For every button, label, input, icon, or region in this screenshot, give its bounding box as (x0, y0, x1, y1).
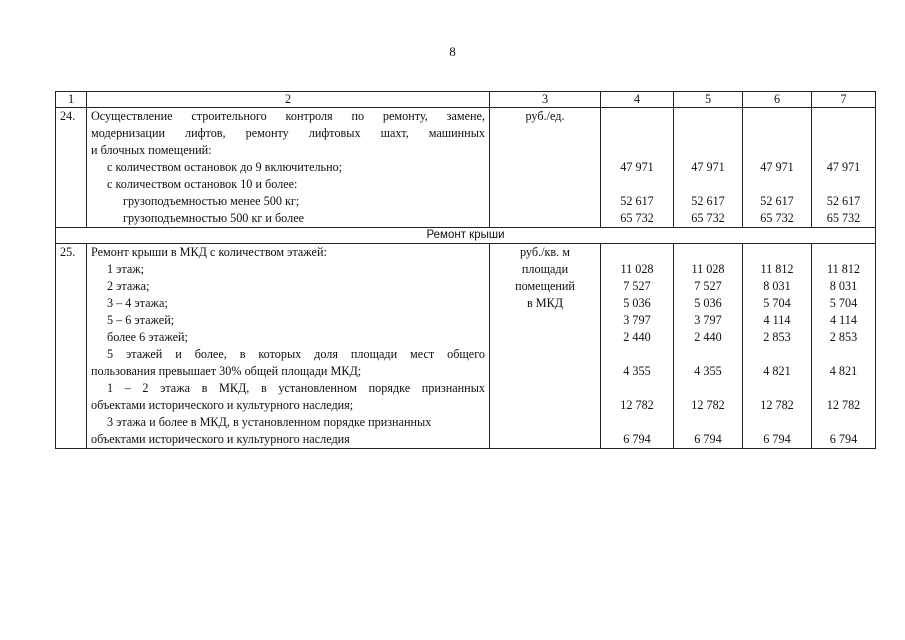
value-cell: 47 971 (620, 160, 654, 174)
value-cell: 52 617 (620, 194, 654, 208)
column-header: 1 (56, 92, 87, 108)
value-cell: 3 797 (694, 313, 722, 327)
value-cell: 12 782 (760, 398, 794, 412)
value-cell: 4 821 (763, 364, 791, 378)
value-cell: 5 036 (623, 296, 651, 310)
value-column-4 (601, 108, 674, 228)
value-cell: 5 704 (829, 296, 858, 310)
value-cell: 8 031 (763, 279, 791, 293)
value-cell: 52 617 (826, 194, 861, 208)
unit-label: руб./кв. м (520, 245, 570, 259)
value-cell: 65 732 (691, 211, 725, 225)
value-cell: 11 028 (691, 262, 725, 276)
column-header: 4 (601, 92, 674, 108)
value-cell: 5 704 (763, 296, 791, 310)
value-cell: 65 732 (760, 211, 794, 225)
header-row (56, 92, 876, 108)
item-label: более 6 этажей; (107, 330, 188, 344)
value-column-6 (743, 108, 812, 228)
value-cell: 4 355 (694, 364, 722, 378)
value-cell: 4 355 (623, 364, 651, 378)
value-cell: 6 794 (694, 432, 722, 446)
value-cell: 2 440 (623, 330, 651, 344)
value-cell: 11 812 (760, 262, 794, 276)
table-row-25 (56, 244, 876, 449)
value-cell: 6 794 (829, 432, 858, 446)
column-header: 2 (87, 92, 490, 108)
value-cell: 2 440 (694, 330, 722, 344)
value-cell (747, 176, 807, 193)
row-number: 25. (56, 244, 87, 449)
section-title: Ремонт крыши (56, 228, 876, 244)
column-header: 7 (812, 92, 876, 108)
unit-label: площади (521, 262, 569, 276)
value-column-7 (812, 244, 876, 449)
value-cell: 2 853 (763, 330, 791, 344)
value-cell: 52 617 (691, 194, 725, 208)
item-label: грузоподъемностью менее 500 кг; (123, 194, 300, 208)
value-cell: 47 971 (691, 160, 725, 174)
value-cell: 3 797 (623, 313, 651, 327)
item-label: 5 – 6 этажей; (107, 313, 175, 327)
item-label: 3 – 4 этажа; (107, 296, 168, 310)
column-header: 6 (743, 92, 812, 108)
value-cell: 7 527 (694, 279, 722, 293)
section-row (56, 228, 876, 244)
item-label: грузоподъемностью 500 кг и более (123, 211, 305, 225)
column-header: 3 (490, 92, 601, 108)
value-column-5 (674, 108, 743, 228)
row-description (87, 244, 490, 449)
item-label: 1 этаж; (107, 262, 145, 276)
value-cell: 2 853 (829, 330, 858, 344)
value-cell: 7 527 (623, 279, 651, 293)
item-label: с количеством остановок до 9 включительно; (107, 160, 343, 174)
value-cell: 47 971 (760, 160, 794, 174)
value-cell: 47 971 (826, 160, 861, 174)
value-cell: 4 821 (829, 364, 858, 378)
value-column-5 (674, 244, 743, 449)
table-row-24 (56, 108, 876, 228)
value-cell: 6 794 (763, 432, 791, 446)
item-label: 5 этажей и более, в которых доля площади мест общего (107, 347, 485, 361)
value-column-7 (812, 108, 876, 228)
value-cell (816, 176, 871, 193)
value-cell: 52 617 (760, 194, 794, 208)
value-column-4 (601, 244, 674, 449)
unit-cell (490, 244, 601, 449)
item-label-continued: пользования превышает 30% общей площади МКД; (91, 364, 362, 378)
item-label-continued: объектами исторического и культурного наследия; (91, 398, 354, 412)
value-cell: 65 732 (826, 211, 861, 225)
value-cell: 4 114 (763, 313, 791, 327)
unit-label: в МКД (526, 296, 564, 310)
unit-label: помещений (515, 279, 575, 293)
value-cell: 11 812 (826, 262, 861, 276)
item-label: 2 этажа; (107, 279, 150, 293)
description-line: Осуществление строительного контроля по ремонту, замене, (91, 109, 485, 123)
value-cell (678, 176, 738, 193)
row-description (87, 108, 490, 228)
description-line: Ремонт крыши в МКД с количеством этажей: (91, 245, 327, 259)
value-cell: 6 794 (623, 432, 651, 446)
item-label: 1 – 2 этажа в МКД, в установленном порядке признанных (107, 381, 485, 395)
value-cell: 11 028 (620, 262, 654, 276)
value-cell: 8 031 (829, 279, 858, 293)
column-header: 5 (674, 92, 743, 108)
cost-table (55, 91, 876, 449)
unit-label: руб./ед. (525, 109, 565, 123)
value-cell: 4 114 (830, 313, 857, 327)
page-number: 8 (449, 44, 456, 59)
value-cell: 12 782 (826, 398, 861, 412)
description-line: модернизации лифтов, ремонту лифтовых шахт, машинных (91, 126, 485, 140)
value-cell: 12 782 (620, 398, 654, 412)
value-column-6 (743, 244, 812, 449)
value-cell: 5 036 (694, 296, 722, 310)
description-line: и блочных помещений: (91, 143, 212, 157)
value-cell: 12 782 (691, 398, 725, 412)
item-label: 3 этажа и более в МКД, в установленном порядке признанных (107, 415, 432, 429)
item-label-continued: объектами исторического и культурного наследия (91, 432, 350, 446)
value-cell (605, 176, 669, 193)
row-number: 24. (56, 108, 87, 228)
unit-cell (490, 108, 601, 228)
value-cell: 65 732 (620, 211, 654, 225)
item-label: с количеством остановок 10 и более: (107, 177, 298, 191)
